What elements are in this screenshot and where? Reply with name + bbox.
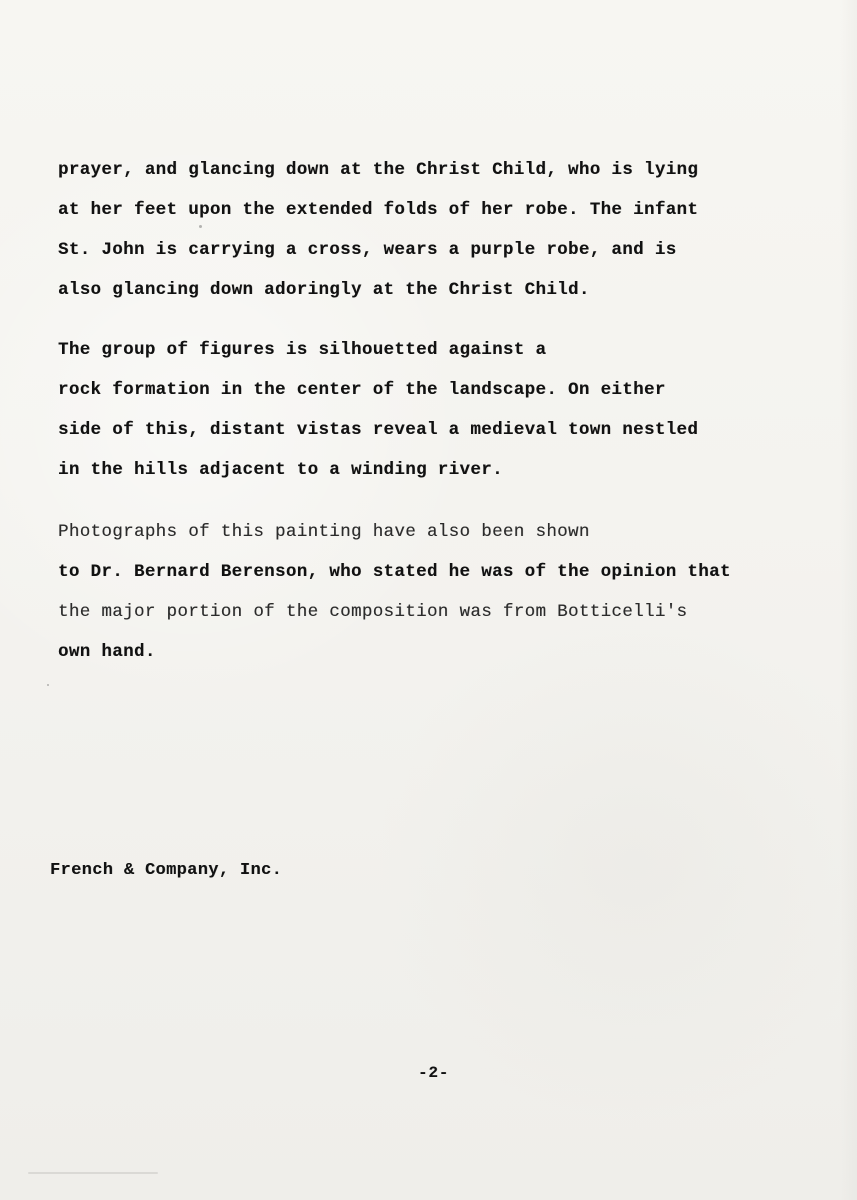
paper-speck bbox=[199, 225, 202, 228]
paragraph-1-line-1: prayer, and glancing down at the Christ Child, who is lying bbox=[58, 160, 699, 180]
paragraph-1-line-2: at her feet upon the extended folds of her robe. The infant bbox=[58, 200, 699, 220]
paper-speck bbox=[47, 684, 49, 686]
paragraph-2-line-2: rock formation in the center of the landscape. On either bbox=[58, 380, 666, 400]
paragraph-1-line-3: St. John is carrying a cross, wears a purple robe, and is bbox=[58, 240, 677, 260]
page-number: -2- bbox=[418, 1064, 450, 1082]
paragraph-2-line-4: in the hills adjacent to a winding river. bbox=[58, 460, 503, 480]
paragraph-2-line-1: The group of figures is silhouetted against a bbox=[58, 340, 547, 360]
paragraph-3 bbox=[58, 512, 731, 672]
company-signature: French & Company, Inc. bbox=[50, 861, 283, 880]
paper-edge-shadow bbox=[840, 0, 857, 1200]
paper-edge-mark bbox=[28, 1172, 158, 1174]
paragraph-2 bbox=[58, 330, 698, 490]
paragraph-3-line-4: own hand. bbox=[58, 642, 156, 662]
paragraph-1-line-4: also glancing down adoringly at the Christ Child. bbox=[58, 280, 590, 300]
paragraph-3-line-3: the major portion of the composition was from Botticelli's bbox=[58, 602, 688, 622]
paragraph-1 bbox=[58, 150, 698, 310]
paragraph-2-line-3: side of this, distant vistas reveal a medieval town nestled bbox=[58, 420, 699, 440]
paragraph-3-line-1: Photographs of this painting have also been shown bbox=[58, 522, 590, 542]
paragraph-3-line-2: to Dr. Bernard Berenson, who stated he was of the opinion that bbox=[58, 562, 731, 582]
